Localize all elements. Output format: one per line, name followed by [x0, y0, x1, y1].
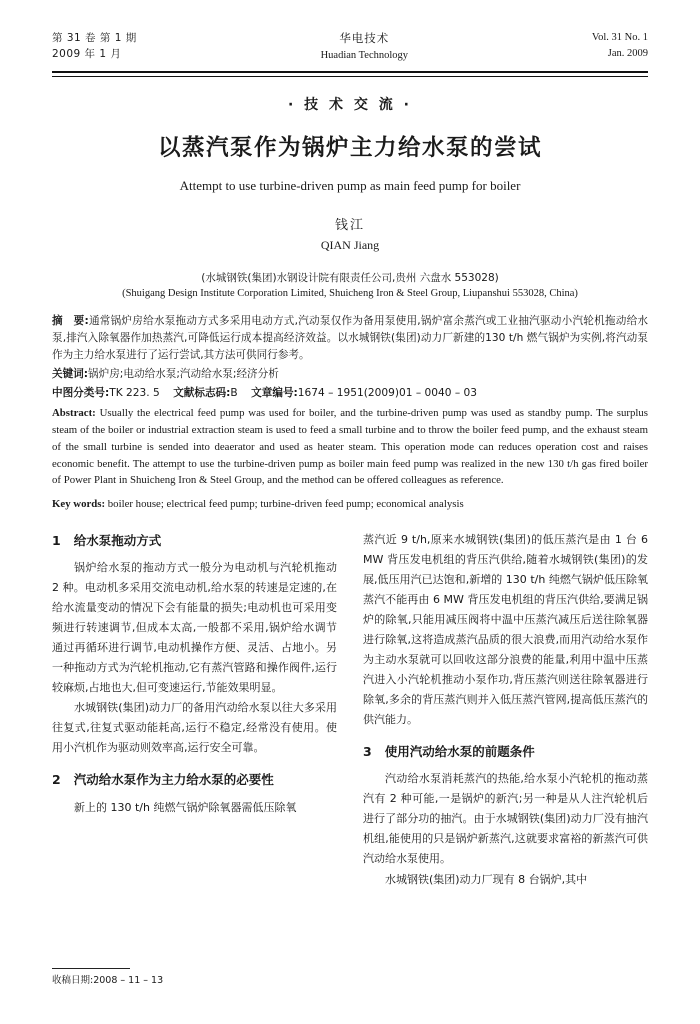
paragraph-r1: 蒸汽近 9 t/h,原来水城钢铁(集团)的低压蒸汽是由 1 台 6 MW 背压发电机组的背压汽供给,随着水城钢铁(集团)的发展,低压用汽已达饱和,新增的 130 t/h 纯燃气锅炉低压除氧蒸汽不能再由 6 MW 背压发电机组的背压汽供给,要满足锅炉的除氧,只能用减压阀将中温中压蒸汽减压后送往除氧器进行除氧,这将造成蒸汽品质的很大浪费,而用汽动给水泵作为主动水泵就可以回收这部分浪费的能量,利用中温中压蒸汽进入小汽轮机推动小泵作功,背压蒸汽则送往除氧器进行除氧,多余的背压蒸汽则并入低压蒸汽管网,提高低压蒸汽的供汽能力。	[363, 532, 648, 726]
page-title: 以蒸汽泵作为锅炉主力给水泵的尝试	[157, 134, 542, 161]
keywords-cn-line	[52, 366, 648, 383]
abstract-block	[52, 313, 648, 514]
heading-1-title: 给水泵拖动方式	[73, 532, 162, 548]
heading-3-number: 3	[363, 743, 372, 759]
heading-3-title: 使用汽动给水泵的前题条件	[384, 743, 535, 759]
heading-1-number: 1	[52, 532, 61, 548]
volume-issue-en: Vol. 31 No. 1	[591, 32, 648, 43]
keywords-label-en: Key words:	[52, 498, 106, 511]
document-code-value: B	[230, 387, 238, 400]
paragraph-r3: 水城钢铁(集团)动力厂现有 8 台锅炉,其中	[385, 872, 588, 886]
classification-line	[52, 385, 648, 402]
paragraph-l2: 水城钢铁(集团)动力厂的备用汽动给水泵以往大多采用往复式,往复式驱动能耗高,运行不稳定,经常没有使用。使用小汽机作为驱动则效率高,运行安全可靠。	[52, 701, 337, 755]
keywords-text-en: boiler house; electrical feed pump; turbine-driven feed pump; economical analysis	[107, 498, 464, 511]
paragraph-l3: 新上的 130 t/h 纯燃气锅炉除氧器需低压除氧	[74, 801, 297, 815]
running-head-center	[321, 30, 408, 64]
running-head-right	[592, 30, 648, 63]
received-date-footnote: 收稿日期:2008 – 11 – 13	[52, 964, 292, 986]
keywords-text-cn: 锅炉房;电动给水泵;汽动给水泵;经济分析	[88, 368, 279, 381]
section-category-tag: · 技 术 交 流 ·	[287, 96, 412, 113]
abstract-en	[52, 405, 648, 489]
document-code-label: 文献标志码:	[173, 387, 231, 400]
heading-1	[52, 530, 337, 553]
abstract-cn	[52, 313, 648, 364]
body-columns	[52, 530, 648, 890]
journal-title-en: Huadian Technology	[320, 49, 409, 61]
affiliation-cn: (水城钢铁(集团)水钢设计院有限责任公司,贵州 六盘水 553028)	[201, 271, 499, 284]
paragraph-l1: 锅炉给水泵的拖动方式一般分为电动机与汽轮机拖动 2 种。电动机多采用交流电动机,给水泵的转速是定速的,在给水流量变动的情况下会有能量的损失;电动机也可采用变频进行转速调节,但成本太高,一般都不采用,锅炉给水调节通过再循环进行调节,电动机操作方便、灵活、占地小。另一种拖动方式为汽轮机拖动,它有蒸汽管路和操作阀件,运行较麻烦,占地也大,但可变速运行,节能效果明显。	[52, 561, 337, 695]
right-column	[363, 530, 648, 890]
abstract-label-en: Abstract:	[52, 407, 96, 420]
page-title-en: Attempt to use turbine-driven pump as main feed pump for boiler	[179, 177, 521, 193]
running-head	[52, 30, 648, 64]
issue-date-en: Jan. 2009	[607, 48, 648, 60]
keywords-en-line	[52, 496, 648, 513]
keywords-label-cn: 关键词:	[52, 368, 89, 381]
article-number-value: 1674 – 1951(2009)01 – 0040 – 03	[297, 387, 477, 400]
left-column	[52, 530, 337, 890]
affiliation-en: (Shuigang Design Institute Corporation Limited, Shuicheng Iron & Steel Group, Liupanshui 553028, China)	[122, 287, 578, 299]
journal-title-cn: 华电技术	[339, 31, 390, 45]
author-name-cn: 钱江	[334, 217, 365, 233]
abstract-text-cn: 通常锅炉房给水泵拖动方式多采用电动方式,汽动泵仅作为备用泵使用,锅炉富余蒸汽或工业抽汽驱动小汽轮机拖动给水泵,排汽入除氧器作加热蒸汽,可降低运行成本提高经济效益。以水城钢铁(集团)动力厂新建的130 t/h 燃气锅炉为实例,将汽动泵作为主力给水泵进行了运行尝试,其方法可供同行参考。	[52, 314, 648, 361]
clc-value: TK 223. 5	[109, 387, 160, 400]
header-divider	[52, 71, 648, 77]
clc-label: 中图分类号:	[52, 387, 110, 400]
abstract-label-cn: 摘 要:	[52, 314, 89, 327]
issue-date-cn: 2009 年 1 月	[52, 48, 122, 61]
paragraph-r2: 汽动给水泵消耗蒸汽的热能,给水泵小汽轮机的拖动蒸汽有 2 种可能,一是锅炉的新汽;另一种是从人注汽轮机后进行了部分功的抽汽。由于水城钢铁(集团)动力厂没有抽汽机组,能使用的只是锅炉新蒸汽,这就要求富裕的新蒸汽可供汽动给水泵使用。	[363, 772, 648, 866]
heading-3	[363, 741, 648, 764]
running-head-left	[52, 30, 137, 63]
volume-issue: 第 31 卷 第 1 期	[52, 32, 137, 44]
heading-2-title: 汽动给水泵作为主力给水泵的必要性	[73, 772, 274, 788]
abstract-text-en: Usually the electrical feed pump was used for boiler, and the turbine-driven pump was used as standby pump. The surplus steam of the boiler or industrial extraction steam is used to feed a small turbine and to throw the boiler feed pump, and the exhaust steam of the small turbine is sended into deaerator and used as heater steam. This operation mode can reduces operation cost and raises economic benefit. The attempt to use the turbine-driven pump as boiler main feed pump was realized in the new 130 t/h gas fired boiler of Power Plant in Shuicheng Iron & Steel Group, and the method can be offered colleagues as reference.	[52, 407, 648, 487]
article-number-label: 文章编号:	[251, 387, 298, 400]
author-name-en: QIAN Jiang	[320, 237, 380, 252]
heading-2	[52, 769, 337, 792]
heading-2-number: 2	[52, 772, 61, 788]
